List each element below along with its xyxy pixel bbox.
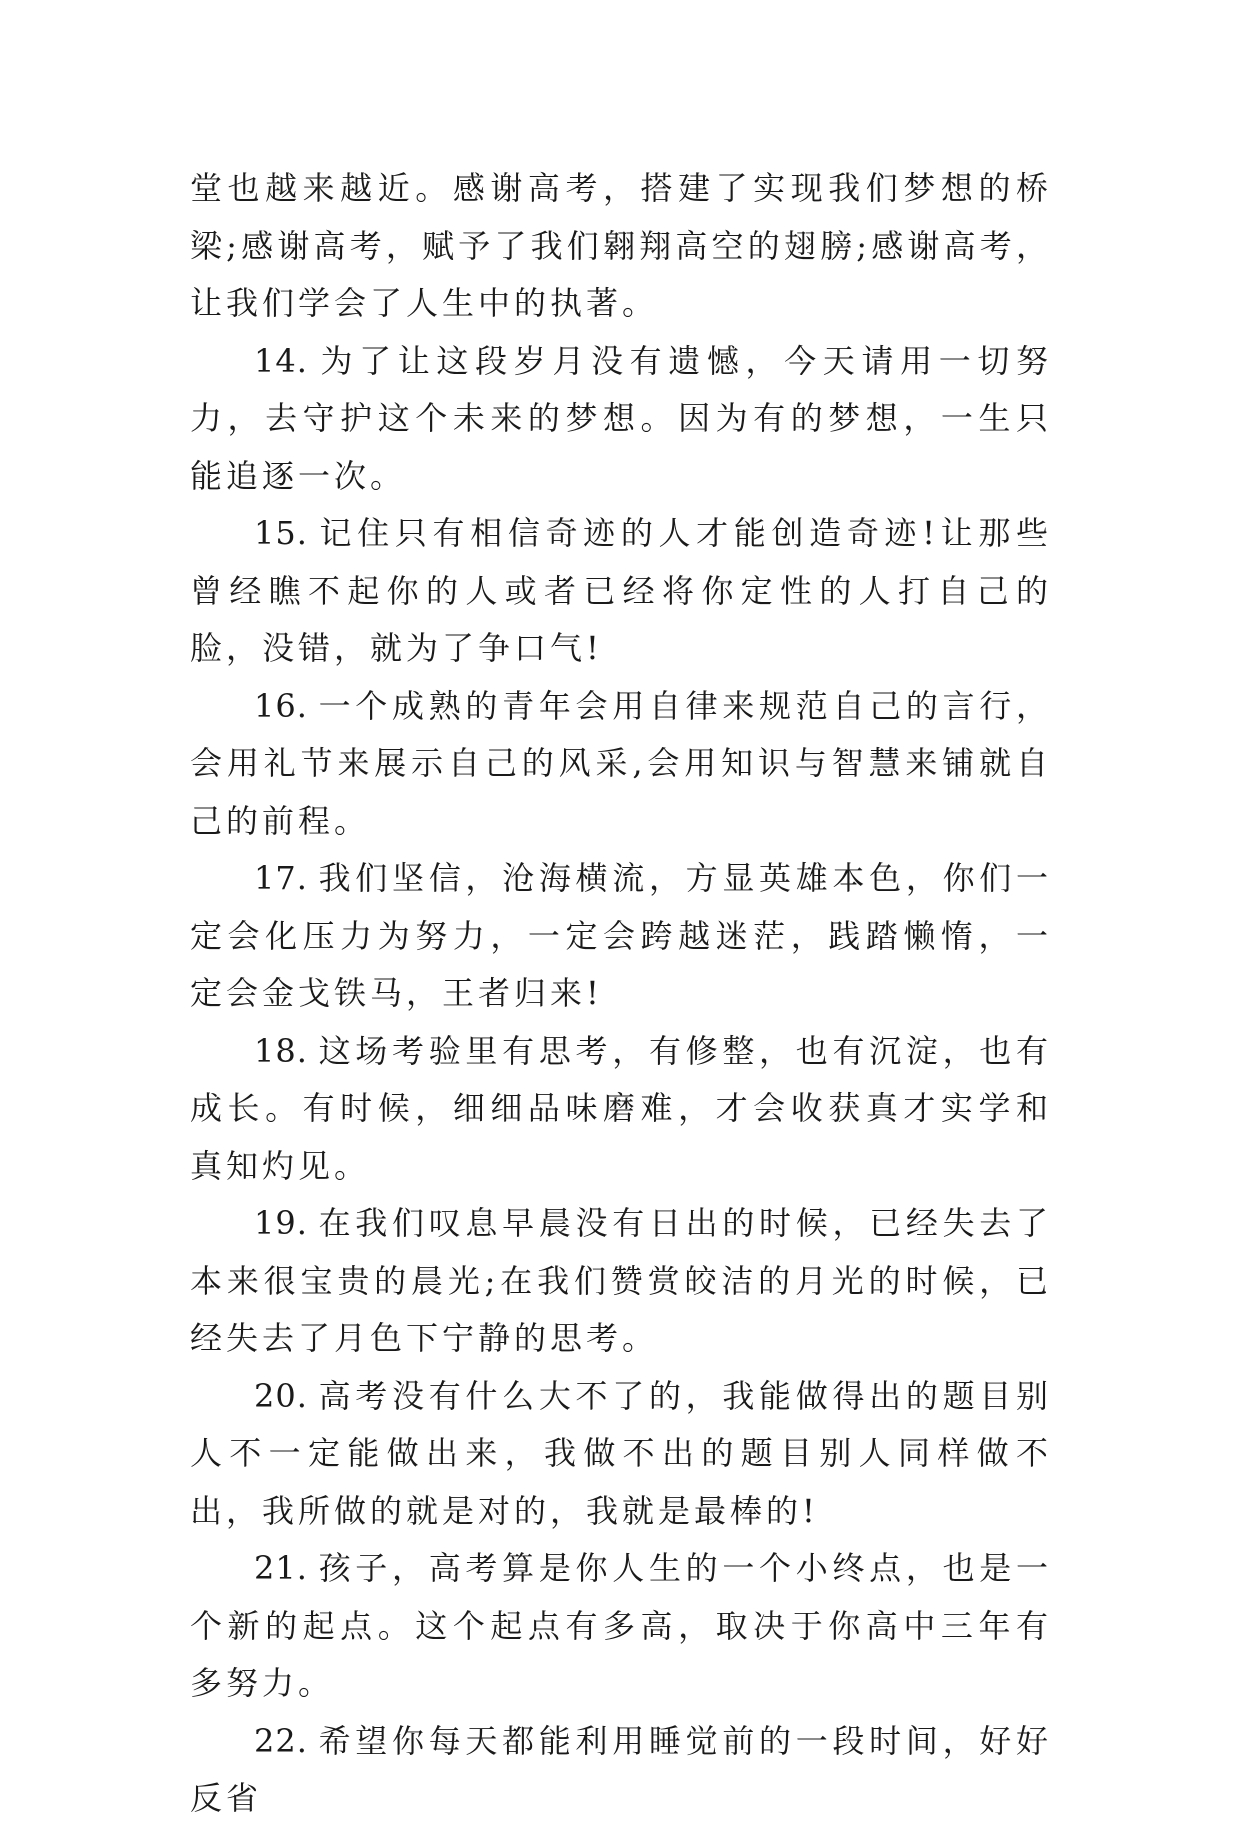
paragraph-text: 我们坚信，沧海横流，方显英雄本色，你们一定会化压力为努力，一定会跨越迷茫，践踏懒惰，一定会金戈铁马，王者归来! xyxy=(190,859,1052,1012)
paragraph-number: 15. xyxy=(254,514,308,552)
paragraph-number: 18. xyxy=(254,1031,308,1070)
paragraph-18 xyxy=(190,1023,1052,1196)
paragraph-text: 孩子，高考算是你人生的一个小终点，也是一个新的起点。这个起点有多高，取决于你高中三年有多努力。 xyxy=(190,1549,1052,1702)
paragraph-15 xyxy=(190,505,1052,678)
paragraph-text: 希望你每天都能利用睡觉前的一段时间，好好反省 xyxy=(190,1721,1052,1817)
paragraph-text: 高考没有什么大不了的，我能做得出的题目别人不一定能做出来，我做不出的题目别人同样做不出，我所做的就是对的，我就是最棒的! xyxy=(190,1376,1052,1530)
paragraph-number: 21. xyxy=(254,1549,308,1587)
paragraph-number: 16. xyxy=(254,686,308,725)
paragraph-text: 在我们叹息早晨没有日出的时候，已经失去了本来很宝贵的晨光;在我们赞赏皎洁的月光的时候，已经失去了月色下宁静的思考。 xyxy=(190,1204,1052,1357)
paragraph-number: 20. xyxy=(254,1376,308,1415)
paragraph-text: 为了让这段岁月没有遗憾，今天请用一切努力，去守护这个未来的梦想。因为有的梦想，一生只能追逐一次。 xyxy=(190,341,1052,495)
paragraph-number: 17. xyxy=(254,859,308,897)
paragraph-16 xyxy=(190,678,1052,851)
paragraph-number: 19. xyxy=(254,1204,308,1242)
document-body xyxy=(190,160,1052,1828)
paragraph-20 xyxy=(190,1368,1052,1541)
paragraph-14 xyxy=(190,333,1052,506)
paragraph-number: 14. xyxy=(254,341,308,380)
paragraph-text: 这场考验里有思考，有修整，也有沉淀，也有成长。有时候，细细品味磨难，才会收获真才实学和真知灼见。 xyxy=(190,1031,1052,1185)
paragraph-21 xyxy=(190,1540,1052,1713)
paragraph-text: 记住只有相信奇迹的人才能创造奇迹!让那些曾经瞧不起你的人或者已经将你定性的人打自己的脸，没错，就为了争口气! xyxy=(190,514,1052,667)
paragraph-17 xyxy=(190,850,1052,1023)
paragraph-19 xyxy=(190,1195,1052,1368)
paragraph-text: 一个成熟的青年会用自律来规范自己的言行，会用礼节来展示自己的风采,会用知识与智慧来铺就自己的前程。 xyxy=(190,686,1052,840)
paragraph-continuation xyxy=(190,160,1052,333)
paragraph-number: 22. xyxy=(254,1721,308,1760)
paragraph-22 xyxy=(190,1713,1052,1828)
paragraph-text: 堂也越来越近。感谢高考，搭建了实现我们梦想的桥梁;感谢高考，赋予了我们翱翔高空的翅膀;感谢高考，让我们学会了人生中的执著。 xyxy=(190,169,1052,322)
